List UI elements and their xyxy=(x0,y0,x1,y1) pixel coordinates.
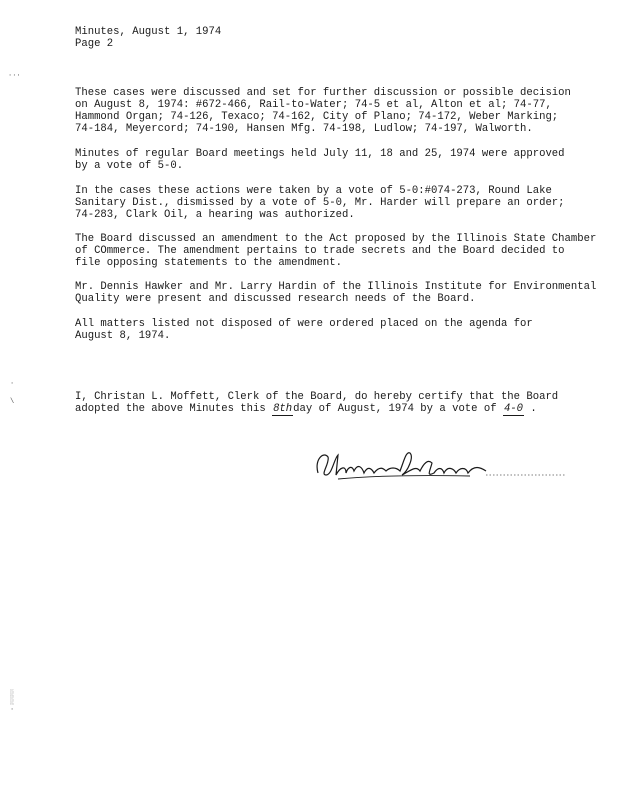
paragraph-line: Quality were present and discussed research needs of the Board. xyxy=(75,293,476,305)
margin-mark: · xyxy=(10,380,15,388)
paragraph-line: These cases were discussed and set for further discussion or possible decision xyxy=(75,87,571,99)
header-page: Page 2 xyxy=(75,38,114,50)
paragraph-line: 74-184, Meyercord; 74-190, Hansen Mfg. 74-198, Ludlow; 74-197, Walworth. xyxy=(75,123,533,135)
paragraph-line: 74-283, Clark Oil, a hearing was authorized. xyxy=(75,209,355,221)
paragraph-cases xyxy=(75,87,575,135)
header-date: Minutes, August 1, 1974 xyxy=(75,26,222,38)
certification-line: I, Christan L. Moffett, Clerk of the Board, do hereby certify that the Board xyxy=(75,391,559,403)
paragraph-line: file opposing statements to the amendment. xyxy=(75,257,343,269)
paragraph-line: Hammond Organ; 74-126, Texaco; 74-162, City of Plano; 74-172, Weber Marking; xyxy=(75,111,559,123)
paragraph-line: August 8, 1974. xyxy=(75,330,171,342)
cert-text: adopted the above Minutes this xyxy=(75,403,273,415)
signature-stroke xyxy=(317,453,486,475)
margin-mark: ··· xyxy=(8,72,21,80)
certification-block xyxy=(75,391,575,415)
margin-mark: \ xyxy=(10,398,15,406)
paragraph-approval xyxy=(75,148,575,172)
paragraph-line: of COmmerce. The amendment pertains to trade secrets and the Board decided to xyxy=(75,245,565,257)
cert-text: day of August, 1974 by a vote of xyxy=(293,403,503,415)
margin-mark: ░ ░ · xyxy=(10,690,15,714)
certification-line-2 xyxy=(75,403,575,415)
signature xyxy=(310,445,570,485)
paragraph-line: In the cases these actions were taken by a vote of 5-0:#074-273, Round Lake xyxy=(75,185,552,197)
paragraph-visitors xyxy=(75,281,597,305)
signature-underline xyxy=(338,476,470,479)
paragraph-line: Mr. Dennis Hawker and Mr. Larry Hardin of the Illinois Institute for Environmental xyxy=(75,281,597,293)
paragraph-line: Minutes of regular Board meetings held July 11, 18 and 25, 1974 were approved xyxy=(75,148,565,160)
paragraph-line: All matters listed not disposed of were ordered placed on the agenda for xyxy=(75,318,533,330)
day-fill: 8th xyxy=(273,403,293,415)
paragraph-agenda xyxy=(75,318,575,342)
cert-text: . xyxy=(524,403,537,415)
paragraph-line: on August 8, 1974: #672-466, Rail-to-Water; 74-5 et al, Alton et al; 74-77, xyxy=(75,99,552,111)
paragraph-amendment xyxy=(75,233,597,269)
paragraph-line: Sanitary Dist., dismissed by a vote of 5-0, Mr. Harder will prepare an order; xyxy=(75,197,565,209)
paragraph-line: The Board discussed an amendment to the Act proposed by the Illinois State Chamber xyxy=(75,233,597,245)
paragraph-line: by a vote of 5-0. xyxy=(75,160,184,172)
vote-fill: 4-0 xyxy=(503,403,524,415)
paragraph-actions xyxy=(75,185,575,221)
